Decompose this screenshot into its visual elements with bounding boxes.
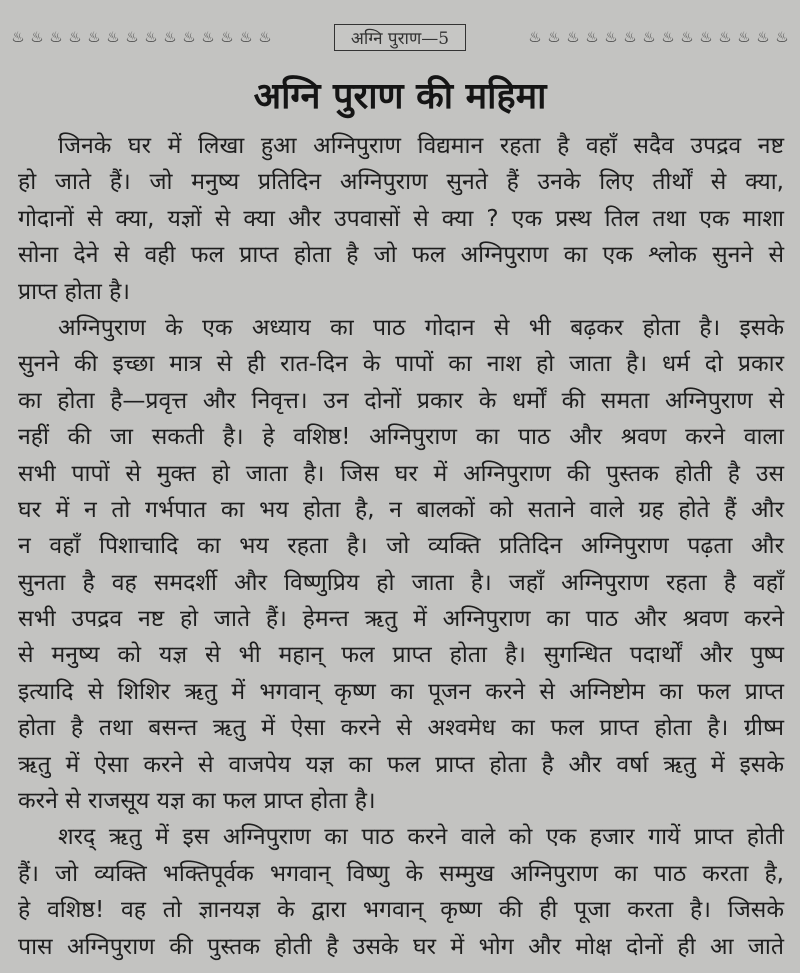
text-line: का होता है—प्रवृत्त और निवृत्त। उन दोनों प्रकार के धर्मों की समता अग्निपुराण से — [18, 387, 784, 414]
text-line: सभी उपद्रव नष्ट हो जाते हैं। हेमन्त ऋतु में अग्निपुराण का पाठ और श्रवण करने — [18, 606, 784, 633]
flame-icon: ♨ — [220, 28, 234, 46]
chapter-title: अग्नि पुराण की महिमा — [253, 76, 547, 117]
flame-icon: ♨ — [699, 28, 713, 46]
flame-icon: ♨ — [680, 28, 694, 46]
text-line: होता है तथा बसन्त ऋतु में ऐसा करने से अश्वमेध का फल प्राप्त होता है। ग्रीष्म — [18, 715, 784, 742]
text-line: अग्निपुराण के एक अध्याय का पाठ गोदान से भी बढ़कर होता है। इसके — [58, 314, 784, 341]
flame-icon: ♨ — [623, 28, 637, 46]
text-line: ऋतु में ऐसा करने से वाजपेय यज्ञ का फल प्राप्त होता है और वर्षा ऋतु में इसके — [18, 751, 784, 778]
text-line: न वहाँ पिशाचादि का भय रहता है। जो व्यक्ति प्रतिदिन अग्निपुराण पढ़ता और — [18, 533, 784, 560]
flame-icon: ♨ — [775, 28, 789, 46]
flame-icon: ♨ — [182, 28, 196, 46]
body-text — [18, 128, 784, 965]
flame-icon: ♨ — [106, 28, 120, 46]
flame-icon: ♨ — [718, 28, 732, 46]
flame-icon: ♨ — [528, 28, 542, 46]
text-line: से मनुष्य को यज्ञ से भी महान् फल प्राप्त होता है। सुगन्धित पदार्थों और पुष्प — [18, 642, 784, 669]
page-header — [10, 22, 790, 52]
flame-icon: ♨ — [661, 28, 675, 46]
flame-icon: ♨ — [30, 28, 44, 46]
text-line: सोना देने से वही फल प्राप्त होता है जो फल अग्निपुराण का एक श्लोक सुनने से — [18, 242, 784, 269]
text-line: इत्यादि से शिशिर ऋतु में भगवान् कृष्ण का पूजन करने से अग्निष्टोम का फल प्राप्त — [18, 678, 784, 705]
text-line: प्राप्त होता है। — [18, 278, 131, 305]
flame-icon: ♨ — [642, 28, 656, 46]
text-line: नहीं की जा सकती है। हे वशिष्ठ! अग्निपुराण का पाठ और श्रवण करने वाला — [18, 424, 784, 451]
flame-icon: ♨ — [604, 28, 618, 46]
flame-icon: ♨ — [566, 28, 580, 46]
flame-icon: ♨ — [125, 28, 139, 46]
flame-icon: ♨ — [163, 28, 177, 46]
text-line: करने से राजसूय यज्ञ का फल प्राप्त होता है। — [18, 788, 376, 815]
flame-icon: ♨ — [547, 28, 561, 46]
text-line: घर में न तो गर्भपात का भय होता है, न बालकों को सताने वाले ग्रह होते हैं और — [18, 496, 784, 523]
text-line: हैं। जो व्यक्ति भक्तिपूर्वक भगवान् विष्णु के सम्मुख अग्निपुराण का पाठ करता है, — [18, 860, 784, 887]
text-line: पास अग्निपुराण की पुस्तक होती है उसके घर में भोग और मोक्ष दोनों ही आ जाते — [18, 933, 784, 960]
flame-icon: ♨ — [87, 28, 101, 46]
flame-ornament-left — [10, 28, 273, 46]
flame-icon: ♨ — [585, 28, 599, 46]
text-line: हे वशिष्ठ! वह तो ज्ञानयज्ञ के द्वारा भगवान् कृष्ण की ही पूजा करता है। जिसके — [18, 897, 784, 924]
flame-icon: ♨ — [239, 28, 253, 46]
text-line: शरद् ऋतु में इस अग्निपुराण का पाठ करने वाले को एक हजार गायें प्राप्त होती — [58, 824, 784, 851]
flame-icon: ♨ — [49, 28, 63, 46]
text-line: गोदानों से क्या, यज्ञों से क्या और उपवासों से क्या ? एक प्रस्थ तिल तथा एक माशा — [18, 205, 784, 232]
flame-icon: ♨ — [11, 28, 25, 46]
flame-icon: ♨ — [756, 28, 770, 46]
text-line: सुनता है वह समदर्शी और विष्णुप्रिय हो जाता है। जहाँ अग्निपुराण रहता है वहाँ — [18, 569, 784, 596]
flame-icon: ♨ — [201, 28, 215, 46]
flame-ornament-right — [527, 28, 790, 46]
flame-icon: ♨ — [144, 28, 158, 46]
running-title: अग्नि पुराण—5 — [334, 24, 466, 51]
text-line: सुनने की इच्छा मात्र से ही रात-दिन के पापों का नाश हो जाता है। धर्म दो प्रकार — [18, 351, 784, 378]
flame-icon: ♨ — [258, 28, 272, 46]
flame-icon: ♨ — [68, 28, 82, 46]
text-line: सभी पापों से मुक्त हो जाता है। जिस घर में अग्निपुराण की पुस्तक होती है उस — [18, 460, 784, 487]
flame-icon: ♨ — [737, 28, 751, 46]
text-line: हो जाते हैं। जो मनुष्य प्रतिदिन अग्निपुराण सुनते हैं उनके लिए तीर्थों से क्या, — [18, 169, 784, 196]
text-line: जिनके घर में लिखा हुआ अग्निपुराण विद्यमान रहता है वहाँ सदैव उपद्रव नष्ट — [58, 133, 784, 159]
